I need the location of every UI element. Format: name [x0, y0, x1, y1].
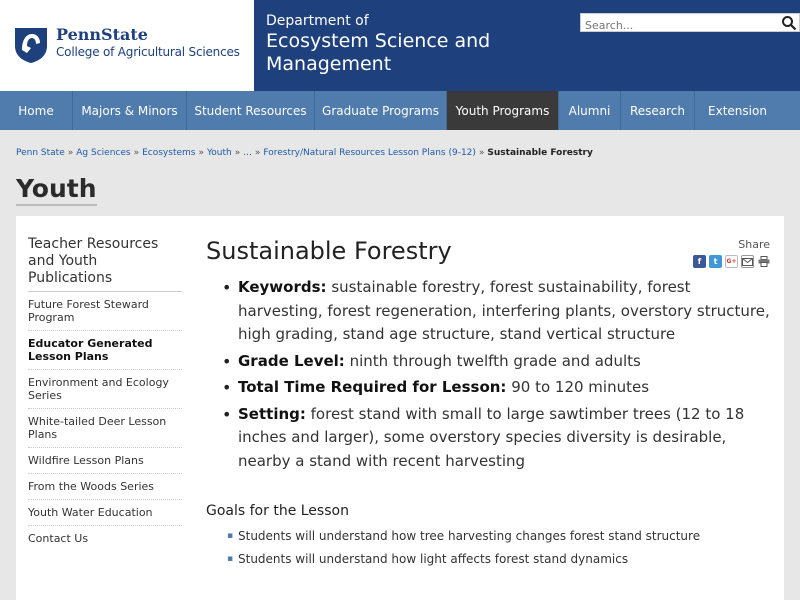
breadcrumb-link[interactable]: Youth — [206, 148, 232, 158]
nav-graduate-programs[interactable]: Graduate Programs — [315, 91, 447, 130]
breadcrumb-link[interactable]: Ecosystems — [142, 148, 196, 158]
nav-research[interactable]: Research — [621, 91, 695, 130]
goals-list — [206, 528, 776, 567]
fact-label: Grade Level: — [238, 351, 345, 370]
fact-value: sustainable forestry, forest sustainability, forest harvesting, forest regeneration, interfering plants, overstory structure, high grading, stand age structure, stand vertical structure — [238, 278, 770, 343]
share-label: Share — [738, 238, 770, 251]
list-item — [220, 376, 776, 400]
list-item — [220, 403, 776, 474]
brand-name: PennState — [56, 25, 148, 44]
sidebar-item-contact-us[interactable]: Contact Us — [28, 532, 89, 545]
breadcrumb-link[interactable]: Forestry/Natural Resources Lesson Plans (9-12) — [263, 148, 476, 158]
lesson-facts-list — [206, 276, 776, 473]
nav-youth-programs[interactable]: Youth Programs — [447, 91, 559, 130]
breadcrumb — [16, 148, 593, 158]
logo[interactable] — [0, 0, 254, 91]
sidebar-item-deer-lesson-plans[interactable]: White-tailed Deer Lesson Plans — [28, 409, 182, 448]
google-plus-icon[interactable]: G+ — [725, 255, 738, 268]
facebook-icon[interactable]: f — [693, 255, 706, 268]
breadcrumb-separator: » — [133, 148, 140, 158]
list-item — [220, 276, 776, 347]
site-header — [0, 0, 800, 91]
search-icon[interactable] — [781, 15, 797, 31]
breadcrumb-separator: » — [67, 148, 74, 158]
page-title: Sustainable Forestry — [206, 237, 452, 265]
breadcrumb-link[interactable]: Penn State — [16, 148, 65, 158]
breadcrumb-separator: » — [254, 148, 261, 158]
sidebar-item-environment-ecology[interactable]: Environment and Ecology Series — [28, 370, 182, 409]
nav-home[interactable]: Home — [0, 91, 73, 130]
fact-label: Setting: — [238, 404, 306, 423]
content-card — [16, 216, 784, 600]
fact-value: ninth through twelfth grade and adults — [349, 351, 641, 370]
breadcrumb-current: Sustainable Forestry — [487, 148, 593, 158]
department-title[interactable] — [266, 12, 490, 76]
department-line-1: Department of — [266, 13, 369, 29]
list-item: ▪ Students will understand how tree harvesting changes forest stand structure — [226, 528, 776, 544]
breadcrumb-link[interactable]: Ag Sciences — [76, 148, 131, 158]
search-box — [580, 13, 800, 32]
sidebar-item-from-the-woods[interactable]: From the Woods Series — [28, 474, 182, 500]
breadcrumb-separator: » — [478, 148, 485, 158]
list-item — [220, 350, 776, 374]
fact-value: forest stand with small to large sawtimber trees (12 to 18 inches and larger), some overstory species diversity is desirable, nearby a stand with recent harvesting — [238, 404, 745, 470]
search-input[interactable] — [581, 17, 771, 34]
college-name: College of Agricultural Sciences — [56, 45, 240, 59]
sidebar-heading[interactable]: Teacher Resources and Youth Publications — [28, 236, 182, 292]
share-icons — [693, 255, 770, 268]
fact-label: Total Time Required for Lesson: — [238, 378, 507, 396]
sidebar — [28, 236, 182, 551]
department-line-3: Management — [266, 53, 392, 75]
main-nav — [0, 91, 800, 130]
fact-label: Keywords: — [238, 278, 327, 296]
email-icon[interactable] — [741, 255, 754, 268]
breadcrumb-separator: » — [198, 148, 204, 158]
print-icon[interactable] — [757, 255, 770, 268]
sidebar-item-future-forest-steward[interactable]: Future Forest Steward Program — [28, 292, 182, 331]
sidebar-item-educator-lesson-plans[interactable]: Educator Generated Lesson Plans — [28, 331, 182, 370]
section-title: Youth — [16, 174, 97, 206]
sidebar-item-wildfire-lesson-plans[interactable]: Wildfire Lesson Plans — [28, 448, 182, 474]
twitter-icon[interactable]: t — [709, 255, 722, 268]
share-widget — [693, 238, 770, 268]
breadcrumb-separator: » — [234, 148, 241, 158]
list-item: ▪ Students will understand how light affects forest stand dynamics — [226, 551, 776, 567]
department-line-2: Ecosystem Science and — [266, 30, 491, 52]
sidebar-item-youth-water[interactable]: Youth Water Education — [28, 500, 182, 526]
fact-value: 90 to 120 minutes — [511, 378, 650, 396]
nav-extension[interactable]: Extension — [708, 103, 767, 118]
nav-alumni[interactable]: Alumni — [559, 91, 621, 130]
nittany-lion-shield-icon — [13, 26, 49, 64]
nav-student-resources[interactable]: Student Resources — [187, 91, 315, 130]
main-content — [206, 236, 776, 574]
nav-majors-minors[interactable]: Majors & Minors — [73, 91, 187, 130]
goals-heading: Goals for the Lesson — [206, 503, 349, 519]
breadcrumb-link[interactable]: ... — [243, 148, 252, 158]
